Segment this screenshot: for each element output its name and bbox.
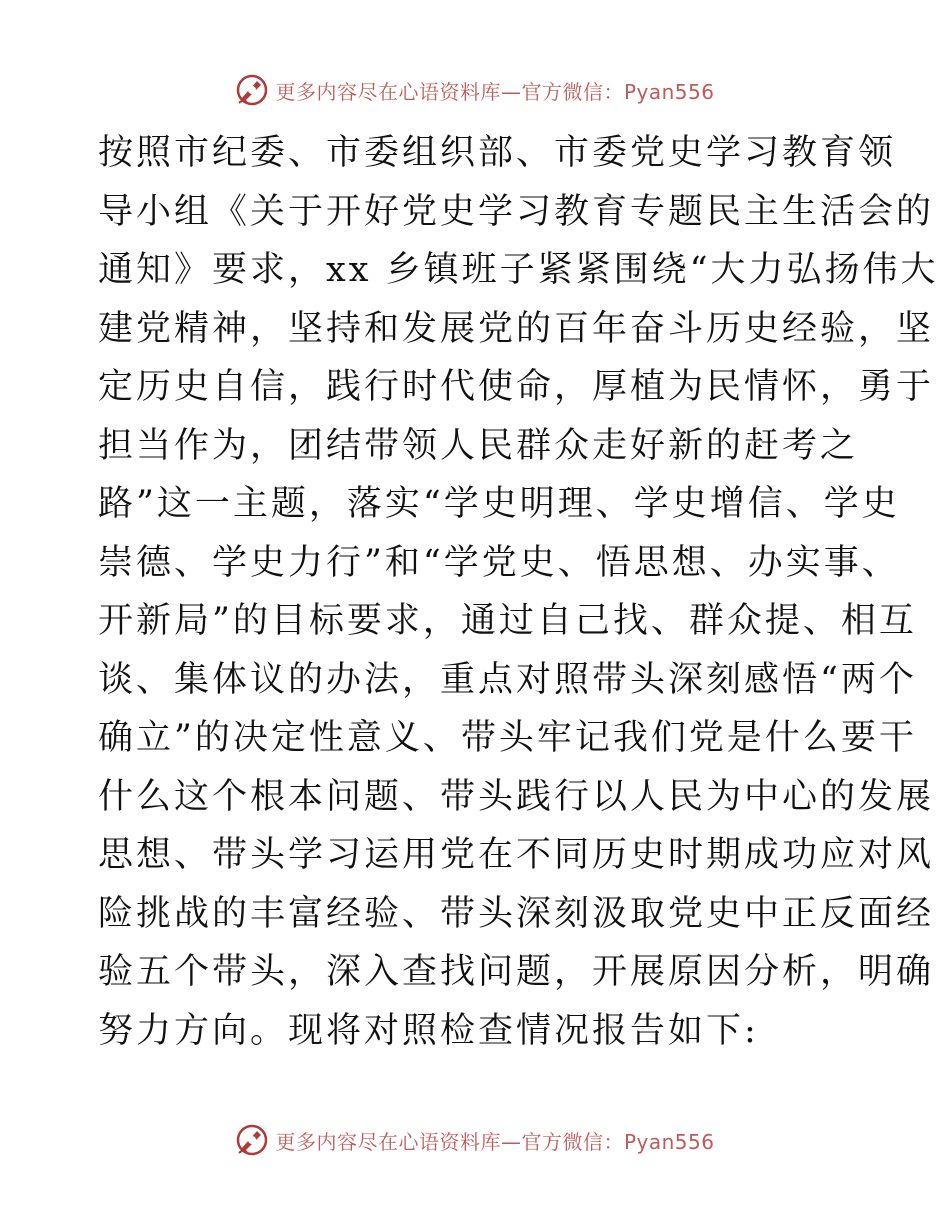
body-line: 通知》要求，xx 乡镇班子紧紧围绕“大力弘扬伟大 — [98, 250, 939, 290]
body-line: 建党精神，坚持和发展党的百年奋斗历史经验，坚 — [98, 308, 935, 349]
pen-circle-logo-icon — [235, 73, 269, 107]
body-line: 开新局”的目标要求，通过自己找、群众提、相互 — [98, 601, 917, 641]
body-line: 定历史自信，践行时代使命，厚植为民情怀，勇于 — [98, 367, 935, 407]
body-line: 确立”的决定性意义、带头牢记我们党是什么要干 — [98, 718, 917, 758]
document-body — [98, 124, 939, 1060]
body-line: 担当作为，团结带领人民群众走好新的赶考之 — [98, 425, 859, 466]
body-line: 什么这个根本问题、带头践行以人民为中心的发展 — [98, 776, 935, 817]
body-line: 导小组《关于开好党史学习教育专题民主生活会的 — [98, 191, 935, 232]
footer-watermark — [0, 1120, 950, 1160]
watermark-text: 更多内容尽在心语资料库—官方微信：Pyan556 — [275, 79, 715, 104]
body-line: 谈、集体议的办法，重点对照带头深刻感悟“两个 — [98, 659, 917, 700]
body-line: 险挑战的丰富经验、带头深刻汲取党史中正反面经 — [98, 893, 935, 934]
body-line: 努力方向。现将对照检查情况报告如下: — [98, 1010, 759, 1051]
watermark-text: 更多内容尽在心语资料库—官方微信：Pyan556 — [275, 1129, 715, 1154]
header-watermark — [0, 70, 950, 110]
body-line: 崇德、学史力行”和“学党史、悟思想、办实事、 — [98, 542, 900, 583]
pen-circle-logo-icon — [235, 1123, 269, 1157]
body-line: 思想、带头学习运用党在不同历史时期成功应对风 — [98, 835, 935, 875]
body-line: 按照市纪委、市委组织部、市委党史学习教育领 — [98, 133, 897, 173]
body-line: 验五个带头，深入查找问题，开展原因分析，明确 — [98, 952, 935, 992]
body-line: 路”这一主题，落实“学史明理、学史增信、学史 — [98, 484, 900, 524]
